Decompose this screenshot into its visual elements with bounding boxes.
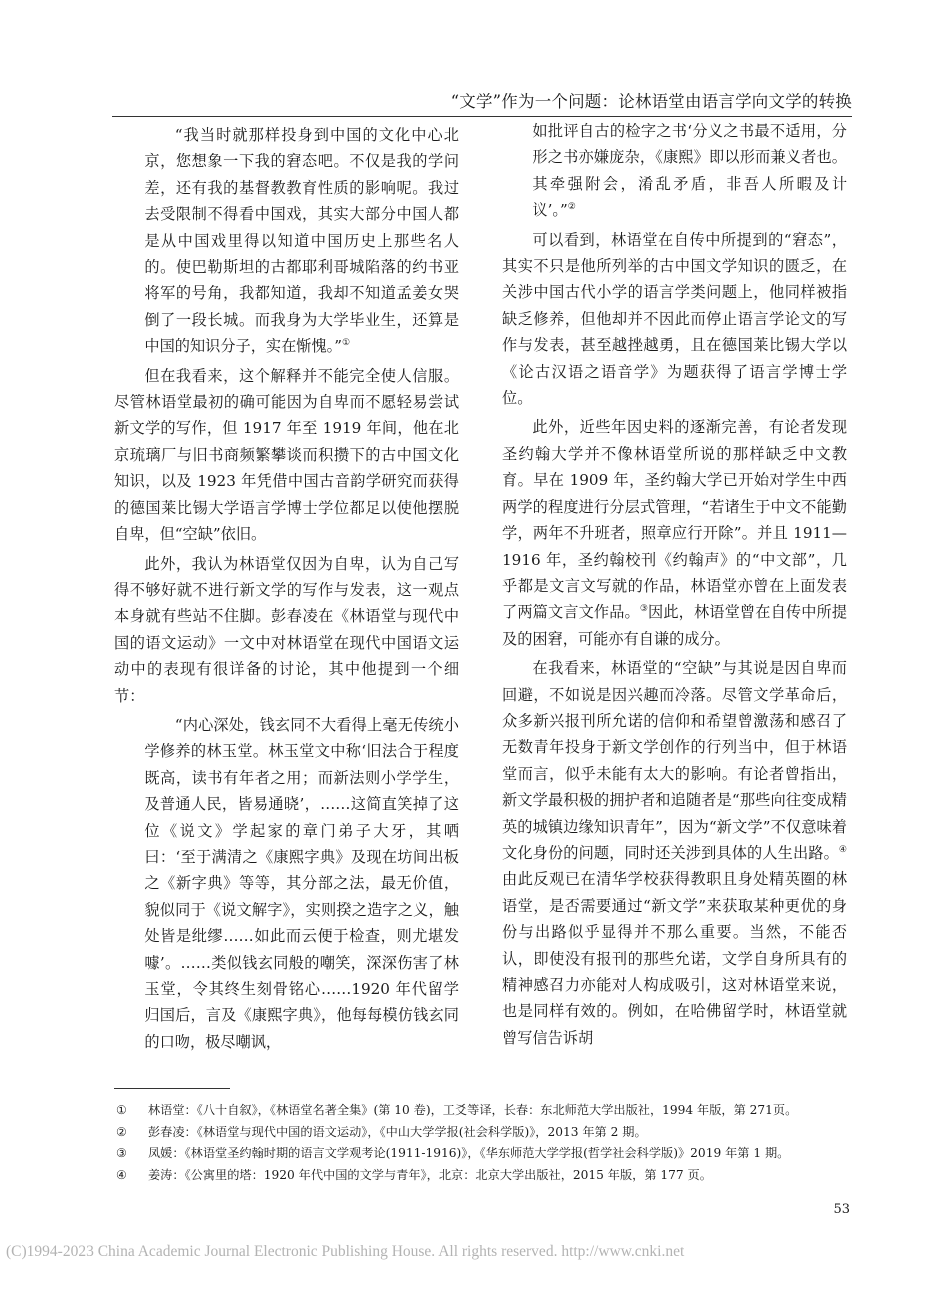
quote-paragraph-continued: 如批评自古的检字之书‘分义之书最不适用，分形之书亦嫌庞杂，《康熙》即以形而兼义者也。其牵强附会，淆乱矛盾，非吾人所暇及计议’。”②: [532, 122, 847, 220]
body-paragraph: 此外，近些年因史料的逐渐完善，有论者发现圣约翰大学并不像林语堂所说的那样缺乏中文教育。早在 1909 年，圣约翰大学已开始对学生中西两学的程度进行分层式管理，“若诸生于中文不能勤学，两年不升班者，照章应行开除”。并且 1911—1916 年，圣约翰校刊《约翰声》的“中文部”，几乎都是文言文写就的作品，林语堂亦曾在上面发表了两篇文言文作品。③因此，林语堂曾在自传中所提及的困窘，可能亦有自谦的成分。: [502, 418, 848, 648]
footnote-ref[interactable]: ①: [342, 338, 351, 349]
footnote-mark: ②: [116, 1124, 127, 1139]
footnotes: [114, 1100, 852, 1186]
footnote-item: [114, 1143, 852, 1165]
quote-paragraph: “内心深处，钱玄同不大看得上毫无传统小学修养的林玉堂。林玉堂文中称‘旧法合于程度既高，读书有年者之用；而新法则小学学生，及普通人民，皆易通晓’，……这简直笑掉了这位《说文》学起家的章门弟子大牙，其哂曰：‘至于满清之《康熙字典》及现在坊间出板之《新字典》等等，其分部之法，最无价值，貌似同于《说文解字》，实则揆之造字之义，触处皆是纰缪……如此而云便于检查，则尤堪发噱’。……类似钱玄同般的嘲笑，深深伤害了林玉堂，令其终生刻骨铭心……1920 年代留学归国后，言及《康熙字典》，他每每模仿钱玄同的口吻，极尽嘲讽，: [144, 715, 459, 1051]
quote-paragraph: “我当时就那样投身到中国的文化中心北京，您想象一下我的窘态吧。不仅是我的学问差，还有我的基督教教育性质的影响呢。我过去受限制不得看中国戏，其实大部分中国人都是从中国戏里得以知道中国历史上那些名人的。使巴勒斯坦的古都耶利哥城陷落的约书亚将军的号角，我都知道，我却不知道孟姜女哭倒了一段长城。而我身为大学毕业生，还算是中国的知识分子，实在惭愧。”①: [144, 126, 459, 356]
footnote-item: [114, 1100, 852, 1122]
footnote-ref[interactable]: ④: [838, 844, 847, 855]
footnote-mark: ④: [116, 1167, 127, 1182]
footnote-text: 林语堂：《八十自叙》，《林语堂名著全集》(第 10 卷)，工爻等译，长春：东北师范大学出版社，1994 年版，第 271页。: [148, 1103, 798, 1117]
footnote-item: [114, 1165, 852, 1187]
footnote-text: 凤媛：《林语堂圣约翰时期的语言文学观考论(1911-1916)》，《华东师范大学学报(哲学社会科学版)》2019 年第 1 期。: [148, 1146, 790, 1160]
body-paragraph: 可以看到，林语堂在自传中所提到的“窘态”，其实不只是他所列举的古中国文学知识的匮乏，在关涉中国古代小学的语言学类问题上，他同样被指缺乏修养，但他却并不因此而停止语言学论文的写作与发表，甚至越挫越勇，且在德国莱比锡大学以《论古汉语之语音学》为题获得了语言学博士学位。: [502, 230, 847, 408]
page-number: 53: [833, 1202, 850, 1217]
left-column: [114, 122, 459, 1055]
copyright-notice: (C)1994-2023 China Academic Journal Electronic Publishing House. All rights reserved. http://www.cnki.net: [6, 1243, 685, 1260]
footnote-text: 彭春凌：《林语堂与现代中国的语文运动》，《中山大学学报(社会科学版)》，2013 年第 2 期。: [148, 1124, 647, 1139]
right-column: [502, 118, 847, 1051]
body-paragraph: 在我看来，林语堂的“空缺”与其说是因自卑而回避，不如说是因兴趣而冷落。尽管文学革命后，众多新兴报刊所允诺的信仰和希望曾激荡和感召了无数青年投身于新文学创作的行列当中，但于林语堂而言，似乎未能有太大的影响。有论者曾指出，新文学最积极的拥护者和追随者是“那些向往变成精英的城镇边缘知识青年”，因为“新文学”不仅意味着文化身份的问题，同时还关涉到具体的人生出路。④由此反观已在清华学校获得教职且身处精英圈的林语堂，是否需要通过“新文学”来获取某种更优的身份与出路似乎显得并不那么重要。当然，不能否认，即使没有报刊的那些允诺，文学自身所具有的精神感召力亦能对人构成吸引，这对林语堂来说，也是同样有效的。例如，在哈佛留学时，林语堂就曾写信告诉胡: [502, 659, 847, 1047]
footnote-item: [114, 1122, 852, 1144]
footnote-ref[interactable]: ②: [567, 202, 576, 213]
footnote-ref[interactable]: ③: [639, 604, 649, 615]
body-paragraph: 但在我看来，这个解释并不能完全使人信服。尽管林语堂最初的确可能因为自卑而不愿轻易尝试新文学的写作，但 1917 年至 1919 年间，他在北京琉璃厂与旧书商频繁攀谈而积攒下的古中国文化知识，以及 1923 年凭借中国古音韵学研究而获得的德国莱比锡大学语言学博士学位都足以使他摆脱自卑，但“空缺”依旧。: [114, 366, 459, 544]
running-header: “文学”作为一个问题：论林语堂由语言学向文学的转换: [450, 92, 852, 111]
footnote-mark: ①: [116, 1103, 127, 1117]
footnote-text: 姜涛：《公寓里的塔：1920 年代中国的文学与青年》，北京：北京大学出版社，2015 年版，第 177 页。: [148, 1167, 712, 1182]
header-rule: [112, 116, 852, 117]
footnote-mark: ③: [116, 1146, 127, 1160]
footnote-rule: [114, 1088, 230, 1089]
body-paragraph: 此外，我认为林语堂仅因为自卑，认为自己写得不够好就不进行新文学的写作与发表，这一观点本身就有些站不住脚。彭春凌在《林语堂与现代中国的语文运动》一文中对林语堂在现代中国语文运动中的表现有很详备的讨论，其中他提到一个细节：: [114, 554, 459, 705]
